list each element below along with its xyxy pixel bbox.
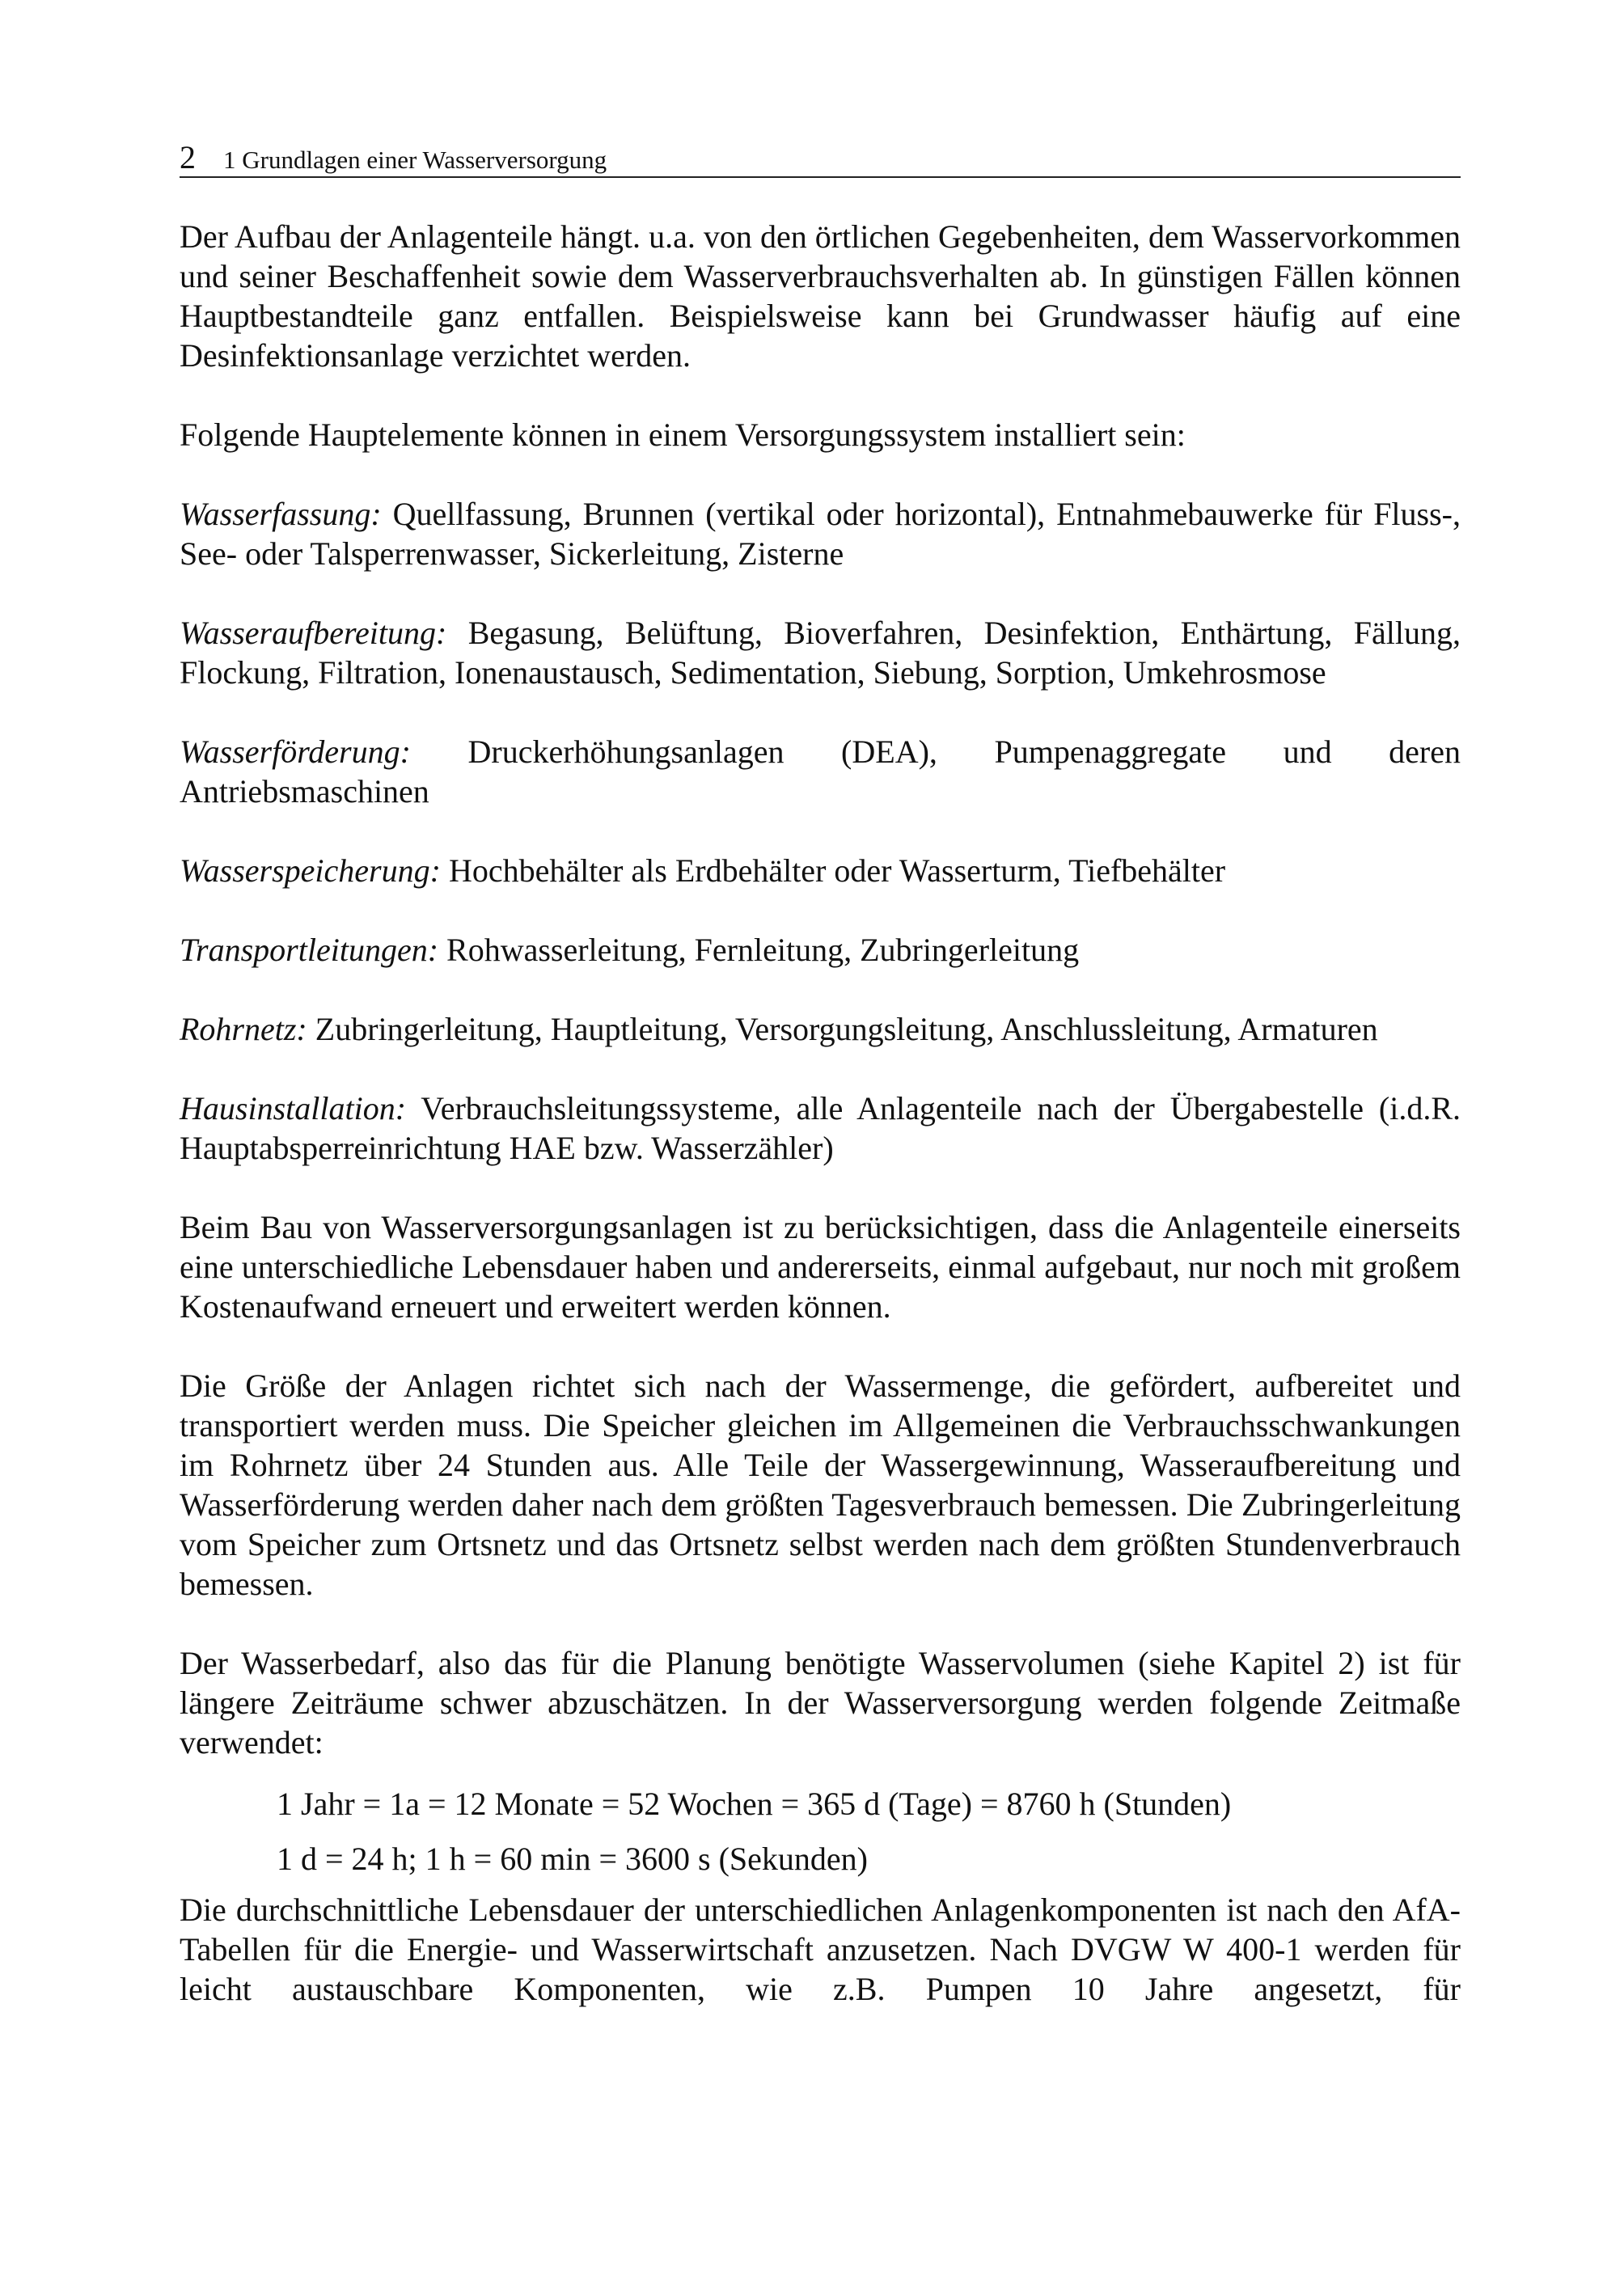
element-item-wasseraufbereitung (180, 613, 1461, 692)
element-text: Zubringerleitung, Hauptleitung, Versorgungsleitung, Anschlussleitung, Armaturen (315, 1011, 1378, 1047)
paragraph-elements-intro: Folgende Hauptelemente können in einem Versorgungssystem installiert sein: (180, 416, 1186, 453)
element-term: Wasserförderung: (180, 733, 411, 770)
element-item-wasserfoerderung (180, 732, 1461, 811)
element-term: Wasserfassung: (180, 496, 382, 532)
page-number: 2 (180, 139, 196, 175)
paragraph-intro: Der Aufbau der Anlagenteile hängt. u.a. von den örtlichen Gegebenheiten, dem Wasservorkommen und seiner Beschaffenheit sowie dem Wasserverbrauchsverhalten ab. In günstigen Fällen können Hauptbestandteile ganz entfallen. Beispielsweise kann bei Grundwasser häufig auf eine Desinfektionsanlage verzichtet werden. (180, 218, 1461, 374)
element-item-wasserspeicherung (180, 851, 1461, 890)
element-text: Verbrauchsleitungssysteme, alle Anlagenteile nach der Übergabestelle (i.d.R. Hauptabsperreinrichtung HAE bzw. Wasserzähler) (180, 1090, 1461, 1166)
element-term: Wasseraufbereitung: (180, 615, 447, 651)
element-item-hausinstallation (180, 1088, 1461, 1168)
element-term: Rohrnetz: (180, 1011, 307, 1047)
paragraph-demand: Der Wasserbedarf, also das für die Planung benötigte Wasservolumen (siehe Kapitel 2) ist für längere Zeiträume schwer abzuschätzen. In der Wasserversorgung werden folgende Zeitmaße verwendet: (180, 1645, 1461, 1761)
formula-line-year: 1 Jahr = 1a = 12 Monate = 52 Wochen = 365 d (Tage) = 8760 h (Stunden) (277, 1786, 1232, 1822)
element-item-wasserfassung (180, 494, 1461, 573)
element-text: Druckerhöhungsanlagen (DEA), Pumpenaggregate und deren Antriebsmaschinen (180, 733, 1461, 809)
element-term: Transportleitungen: (180, 932, 439, 968)
element-text: Rohwasserleitung, Fernleitung, Zubringerleitung (446, 932, 1080, 968)
formula-line-day: 1 d = 24 h; 1 h = 60 min = 3600 s (Sekunden) (277, 1841, 868, 1877)
paragraph-lifetime: Beim Bau von Wasserversorgungsanlagen ist zu berücksichtigen, dass die Anlagenteile einerseits eine unterschiedliche Lebensdauer haben und andererseits, einmal aufgebaut, nur noch mit großem Kostenaufwand erneuert und erweitert werden können. (180, 1209, 1461, 1325)
element-term: Hausinstallation: (180, 1090, 407, 1126)
paragraph-size: Die Größe der Anlagen richtet sich nach der Wassermenge, die gefördert, aufbereitet und transportiert werden muss. Die Speicher gleichen im Allgemeinen die Verbrauchsschwankungen im Rohrnetz über 24 Stunden aus. Alle Teile der Wassergewinnung, Wasseraufbereitung und Wasserförderung werden daher nach dem größten Tagesverbrauch bemessen. Die Zubringerleitung vom Speicher zum Ortsnetz und das Ortsnetz selbst werden nach dem größten Stundenverbrauch bemessen. (180, 1367, 1461, 1602)
body-text (180, 217, 1461, 2009)
element-text: Hochbehälter als Erdbehälter oder Wasserturm, Tiefbehälter (448, 852, 1226, 889)
element-text: Quellfassung, Brunnen (vertikal oder horizontal), Entnahmebauwerke für Fluss-, See- oder Talsperrenwasser, Sickerleitung, Zisterne (180, 496, 1461, 572)
element-item-rohrnetz (180, 1009, 1461, 1049)
time-units-formulas (180, 1777, 1461, 1887)
paragraph-afa: Die durchschnittliche Lebensdauer der unterschiedlichen Anlagenkomponenten ist nach den AfA- Tabellen für die Energie- und Wasserwirtschaft anzusetzen. Nach DVGW W 400-1 werden für leicht austauschbare Komponenten, wie z.B. Pumpen 10 Jahre angesetzt, für (180, 1892, 1461, 2007)
element-term: Wasserspeicherung: (180, 852, 441, 889)
element-text: Begasung, Belüftung, Bioverfahren, Desinfektion, Enthärtung, Fällung, Flockung, Filtration, Ionenaustausch, Sedimentation, Siebung, Sorption, Umkehrosmose (180, 615, 1461, 691)
element-item-transportleitungen (180, 930, 1461, 970)
running-head: 1 Grundlagen einer Wasserversorgung (223, 146, 607, 174)
page-header (180, 136, 1461, 178)
